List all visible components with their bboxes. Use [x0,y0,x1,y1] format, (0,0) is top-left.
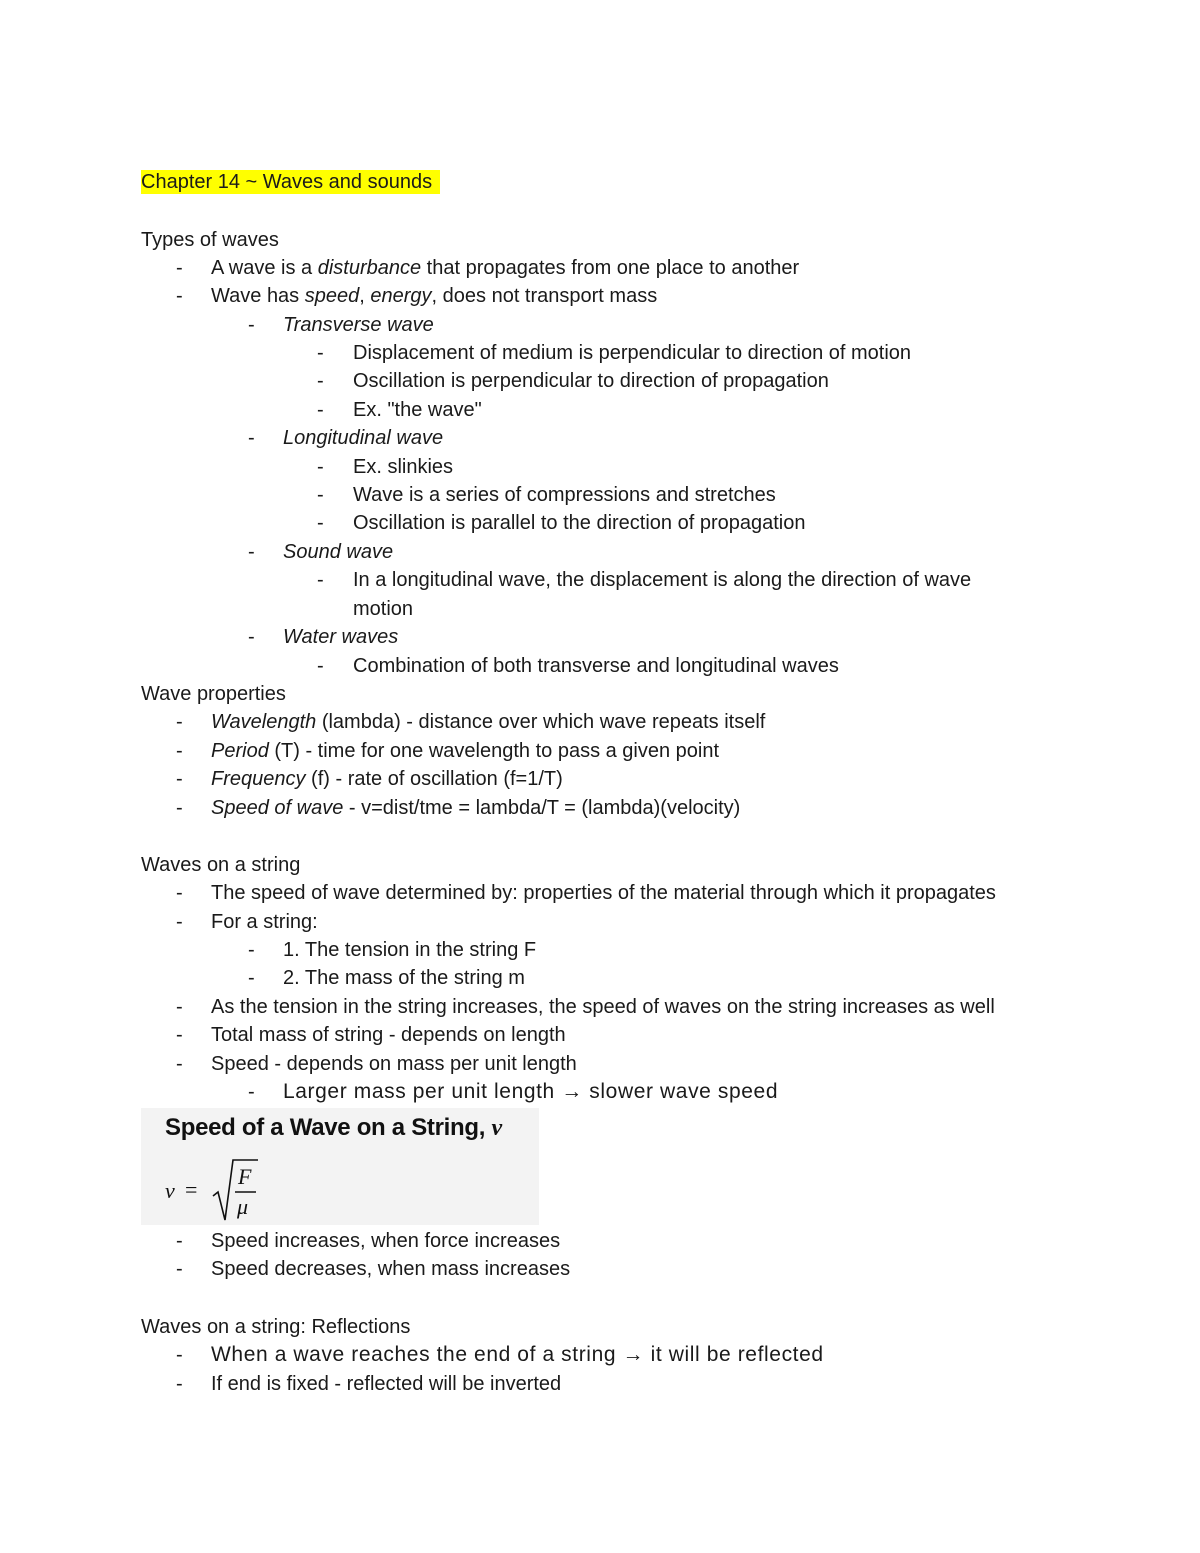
list-item: Wave is a series of compressions and stretches [353,484,776,506]
list-item: Ex. slinkies [353,456,454,478]
list-item: If end is fixed - reflected will be inverted [211,1373,562,1395]
bullet-dash: - [176,1373,183,1395]
bullet-dash: - [248,427,255,449]
list-item: Speed decreases, when mass increases [211,1258,571,1280]
list-item: Total mass of string - depends on length [211,1024,566,1046]
svg-text:v: v [165,1178,175,1203]
list-item: Wave has speed, energy, does not transport mass [211,285,658,307]
bullet-dash: - [317,484,324,506]
section-heading-string: Waves on a string [141,854,301,876]
bullet-dash: - [176,768,183,790]
bullet-dash: - [317,569,324,591]
list-item: Larger mass per unit length → slower wave speed [283,1080,779,1103]
bullet-dash: - [176,257,183,279]
subheading-transverse: Transverse wave [283,314,434,336]
bullet-dash: - [176,911,183,933]
bullet-dash: - [176,1258,183,1280]
formula-image [141,1108,539,1225]
list-item: Oscillation is perpendicular to direction of propagation [353,370,829,392]
svg-text:μ: μ [237,1194,249,1219]
section-heading-reflections: Waves on a string: Reflections [141,1316,411,1338]
section-heading-types: Types of waves [141,229,279,251]
subheading-longitudinal: Longitudinal wave [283,427,444,449]
bullet-dash: - [317,370,324,392]
list-item: 1. The tension in the string F [283,939,537,961]
bullet-dash: - [176,1344,183,1366]
bullet-dash: - [248,541,255,563]
list-item: In a longitudinal wave, the displacement is along the direction of wave [353,569,972,591]
bullet-dash: - [317,655,324,677]
bullet-dash: - [317,342,324,364]
bullet-dash: - [176,1024,183,1046]
title-highlight: Chapter 14 ~ Waves and sounds [141,170,440,194]
list-item: Displacement of medium is perpendicular to direction of motion [353,342,912,364]
list-item: 2. The mass of the string m [283,967,525,989]
formula-title: Speed of a Wave on a String, v [165,1114,502,1141]
bullet-dash: - [176,882,183,904]
subheading-water: Water waves [283,626,399,648]
bullet-dash: - [176,711,183,733]
list-item-continuation: motion [353,598,414,620]
list-item: A wave is a disturbance that propagates from one place to another [211,257,800,279]
list-item: Frequency (f) - rate of oscillation (f=1/T) [211,768,563,790]
bullet-dash: - [248,314,255,336]
list-item: When a wave reaches the end of a string → it will be reflected [211,1343,824,1366]
bullet-dash: - [248,626,255,648]
list-item: Speed - depends on mass per unit length [211,1053,577,1075]
bullet-dash: - [176,996,183,1018]
bullet-dash: - [176,740,183,762]
bullet-dash: - [248,939,255,961]
list-item: For a string: [211,911,318,933]
list-item: Period (T) - time for one wavelength to pass a given point [211,740,720,762]
list-item: Speed increases, when force increases [211,1230,561,1252]
list-item: As the tension in the string increases, the speed of waves on the string increases as well [211,996,995,1018]
list-item: Ex. "the wave" [353,399,482,421]
svg-text:F: F [238,1164,252,1189]
list-item: Wavelength (lambda) - distance over which wave repeats itself [211,711,766,733]
page-title [141,168,440,196]
bullet-dash: - [248,967,255,989]
bullet-dash: - [176,1230,183,1252]
subheading-sound: Sound wave [283,541,394,563]
formula-equation [163,1154,303,1224]
bullet-dash: - [248,1081,255,1103]
bullet-dash: - [176,285,183,307]
section-heading-properties: Wave properties [141,683,286,705]
list-item: Combination of both transverse and longitudinal waves [353,655,839,677]
bullet-dash: - [317,399,324,421]
bullet-dash: - [317,456,324,478]
list-item: Speed of wave - v=dist/tme = lambda/T = (lambda)(velocity) [211,797,741,819]
bullet-dash: - [176,1053,183,1075]
bullet-dash: - [176,797,183,819]
svg-text:=: = [185,1177,198,1202]
list-item: The speed of wave determined by: properties of the material through which it propagates [211,882,996,904]
bullet-dash: - [317,512,324,534]
list-item: Oscillation is parallel to the direction of propagation [353,512,806,534]
